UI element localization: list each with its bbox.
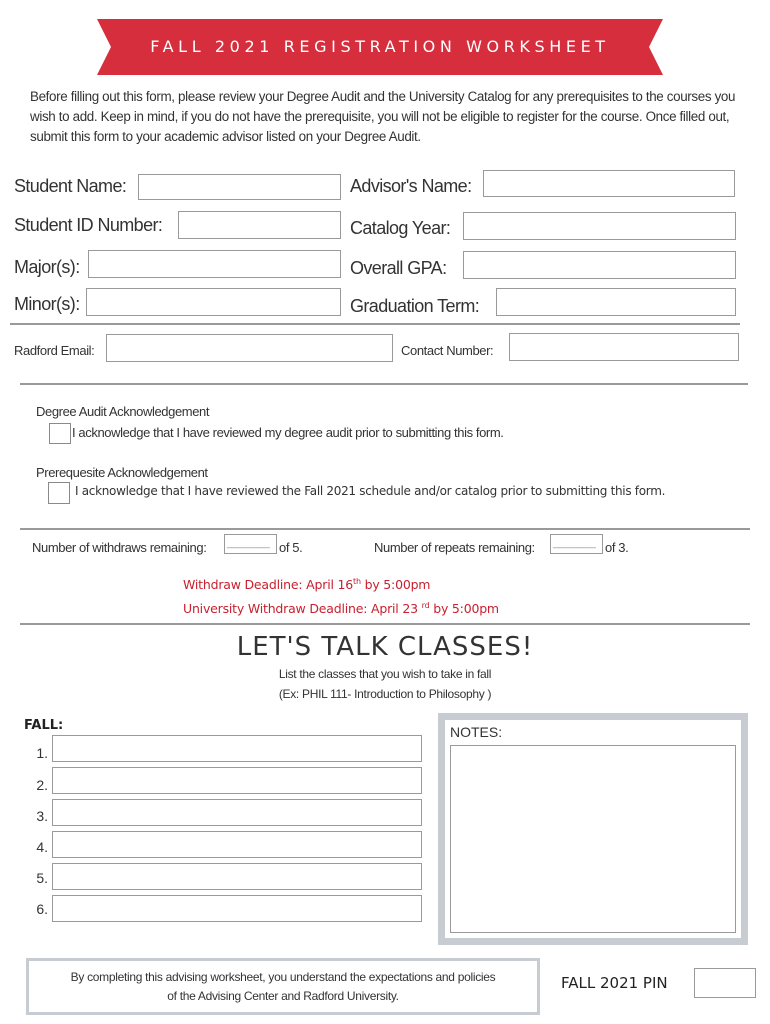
prereq-ack-title: Prerequesite Acknowledgement [36, 465, 208, 480]
withdraws-blank: _______ [227, 537, 270, 549]
withdraws-label: Number of withdraws remaining: [32, 540, 207, 555]
footer-disclaimer [26, 958, 540, 1015]
advisor-name-field[interactable] [483, 170, 735, 197]
catalog-year-label: Catalog Year: [350, 218, 451, 238]
majors-field[interactable] [88, 250, 341, 278]
fall-label: FALL: [24, 718, 64, 733]
graduation-term-label: Graduation Term: [350, 296, 480, 316]
degree-audit-ack-text: I acknowledge that I have reviewed my degree audit prior to submitting this form. [72, 425, 504, 440]
prereq-checkbox[interactable] [48, 482, 70, 504]
advisor-name-label: Advisor's Name: [350, 176, 472, 196]
student-id-label: Student ID Number: [14, 215, 163, 235]
class-field-2[interactable] [52, 767, 422, 794]
pin-field[interactable] [694, 968, 756, 998]
university-withdraw-deadline: University Withdraw Deadline: April 23 $^{rd}$ by 5:00pm [183, 601, 499, 617]
divider [10, 323, 740, 325]
page-title: FALL 2021 REGISTRATION WORKSHEET [150, 37, 610, 56]
withdraw-deadline: Withdraw Deadline: April 16th by 5:00pm [183, 577, 431, 593]
pin-label: FALL 2021 PIN [561, 974, 668, 992]
radford-email-field[interactable] [106, 334, 393, 362]
catalog-year-field[interactable] [463, 212, 736, 240]
student-id-field[interactable] [178, 211, 341, 239]
class-number: 5. [36, 870, 48, 886]
repeats-label: Number of repeats remaining: [374, 540, 535, 555]
notes-label: NOTES: [450, 724, 503, 740]
class-field-6[interactable] [52, 895, 422, 922]
class-number: 1. [36, 745, 48, 761]
divider [20, 528, 750, 530]
class-number: 3. [36, 808, 48, 824]
classes-heading: LET'S TALK CLASSES! [236, 632, 534, 662]
minors-field[interactable] [86, 288, 341, 316]
overall-gpa-label: Overall GPA: [350, 258, 447, 278]
radford-email-label: Radford Email: [14, 343, 95, 358]
class-field-1[interactable] [52, 735, 422, 762]
class-number: 6. [36, 901, 48, 917]
footer-line-2: of the Advising Center and Radford University. [167, 989, 399, 1003]
prereq-ack-text: I acknowledge that I have reviewed the Fall 2021 schedule and/or catalog prior to submitting this form. [75, 484, 666, 498]
contact-number-field[interactable] [509, 333, 739, 361]
repeats-of: of 3. [605, 540, 629, 555]
footer-line-1: By completing this advising worksheet, you understand the expectations and policies [70, 970, 496, 984]
repeats-remaining-field[interactable] [550, 534, 603, 554]
divider [20, 623, 750, 625]
title-banner [97, 19, 663, 75]
notes-textarea[interactable] [450, 745, 736, 933]
class-number: 4. [36, 839, 48, 855]
class-field-4[interactable] [52, 831, 422, 858]
intro-paragraph: Before filling out this form, please review your Degree Audit and the University Catalog for any prerequisites to the courses you wish to add. Keep in mind, if you do not have the prerequisite, you will not be eligible to register for the course. Once filled out, submit this form to your academic advisor listed on your Degree Audit. [30, 89, 736, 144]
withdraws-remaining-field[interactable] [224, 534, 277, 554]
classes-subtitle: List the classes that you wish to take in fall [278, 667, 492, 681]
class-field-5[interactable] [52, 863, 422, 890]
contact-number-label: Contact Number: [401, 343, 494, 358]
class-field-3[interactable] [52, 799, 422, 826]
class-number: 2. [36, 777, 48, 793]
overall-gpa-field[interactable] [463, 251, 736, 279]
degree-audit-checkbox[interactable] [49, 423, 71, 444]
classes-example: (Ex: PHIL 111- Introduction to Philosophy ) [278, 687, 492, 701]
degree-audit-ack-title: Degree Audit Acknowledgement [36, 404, 210, 419]
divider [20, 383, 748, 385]
student-name-field[interactable] [138, 174, 341, 200]
graduation-term-field[interactable] [496, 288, 736, 316]
repeats-blank: _______ [553, 537, 596, 549]
withdraws-of: of 5. [279, 540, 303, 555]
student-name-label: Student Name: [14, 176, 127, 196]
majors-label: Major(s): [14, 257, 80, 277]
minors-label: Minor(s): [14, 294, 80, 314]
notes-panel [438, 713, 748, 945]
